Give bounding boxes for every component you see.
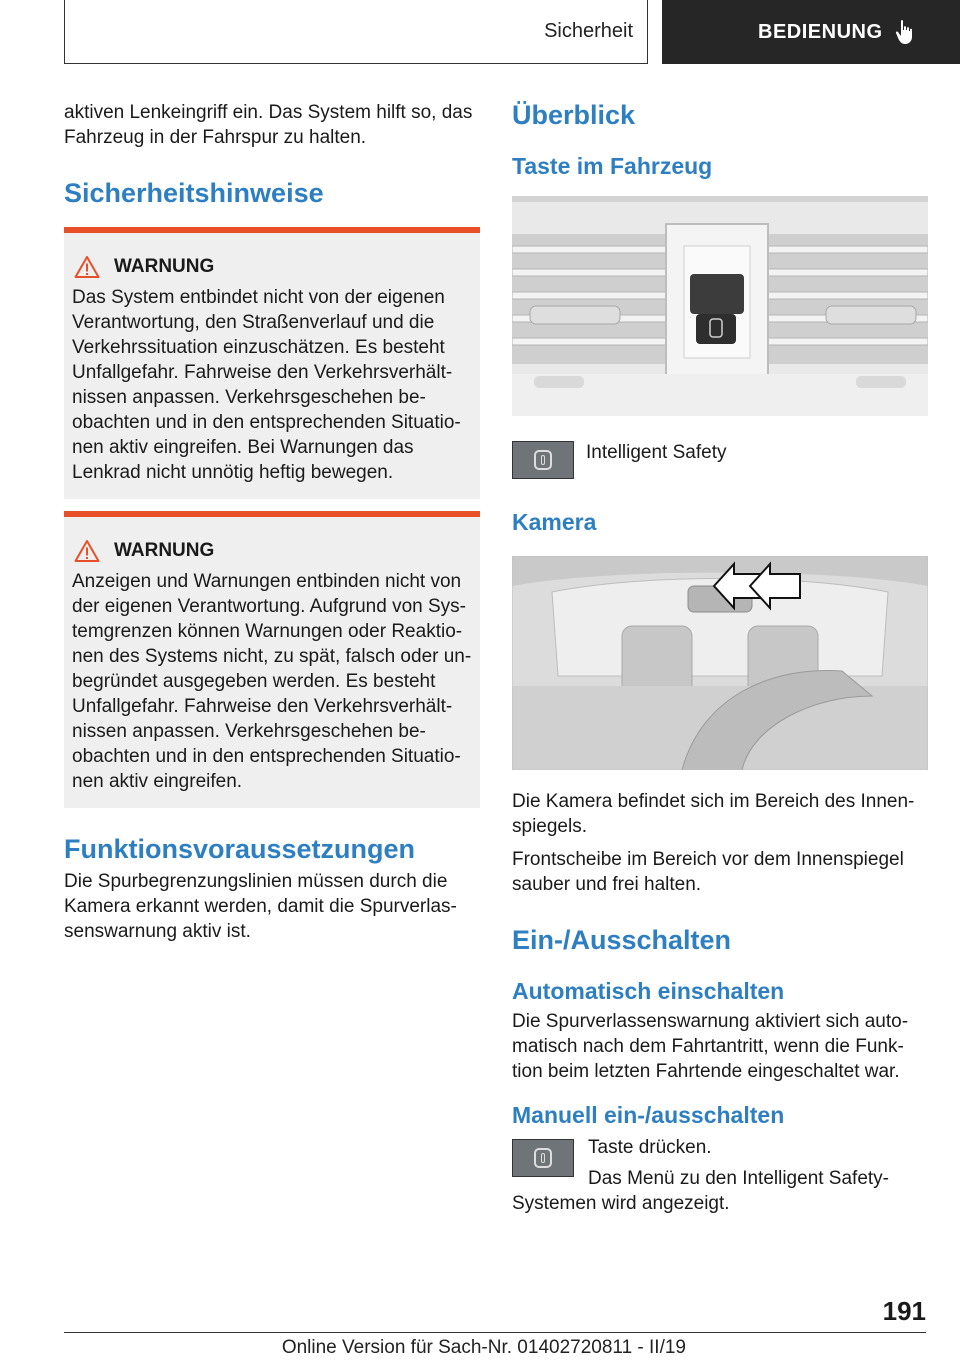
manual-block (512, 1135, 928, 1216)
header-chapter-label: BEDIENUNG (758, 20, 883, 43)
header-section-tab (64, 0, 648, 64)
page-number: 191 (882, 1296, 926, 1326)
manual-heading: Manuell ein-/ausschalten (512, 1102, 785, 1128)
header-section-label: Sicherheit (544, 20, 633, 42)
camera-text-2: Frontscheibe im Bereich vor dem Innenspiegel sauber und frei halten. (512, 849, 904, 895)
dashboard-button-image (512, 196, 928, 421)
camera-text-1: Die Kamera befindet sich im Bereich des Innenspiegels. (512, 791, 915, 837)
footer-online-version: Online Version für Sach-Nr. 01402720811 - II/19 (281, 1337, 686, 1358)
left-column (64, 100, 480, 944)
safety-heading: Sicherheitshinweise (64, 178, 324, 208)
button-legend (512, 441, 928, 479)
camera-heading: Kamera (512, 509, 597, 535)
onoff-heading: Ein-/Ausschalten (512, 925, 732, 955)
warning-triangle-icon (74, 255, 100, 279)
pointing-hand-icon (895, 19, 917, 45)
warning-box-1 (64, 227, 480, 499)
manual-text-2: Das Menü zu den Intelligent Safety-Systemen wird angezeigt. (512, 1168, 890, 1214)
footer-divider (64, 1332, 926, 1333)
intelligent-safety-button-icon (512, 1139, 574, 1177)
camera-location-image (512, 556, 928, 775)
auto-text: Die Spurverlassenswarnung aktiviert sich automatisch nach dem Fahrtantritt, wenn die Funktion beim letzten Fahrtende eingeschaltet war. (512, 1011, 909, 1082)
manual-text-1: Taste drücken. (588, 1137, 712, 1158)
warning-text: Das System entbindet nicht von der eigenen Verantwortung, den Straßenverlauf und die Verkehrssituation einzuschätzen. Es besteht Unfallgefahr. Fahrweise den Verkehrsverhältnissen anpassen. Verkehrsgeschehen beobachten und in den entsprechenden Situationen aktiv eingreifen. Bei Warnungen das Lenkrad nicht unnötig heftig bewegen. (72, 287, 461, 483)
func-text: Die Spurbegrenzungslinien müssen durch die Kamera erkannt werden, damit die Spurverlassenswarnung aktiv ist. (64, 871, 457, 942)
warning-box-2 (64, 511, 480, 808)
intelligent-safety-button-icon (512, 441, 574, 479)
func-heading: Funktionsvoraussetzungen (64, 834, 416, 864)
warning-title: WARNUNG (114, 256, 215, 277)
auto-heading: Automatisch einschalten (512, 978, 785, 1004)
right-column (512, 100, 928, 1216)
warning-title: WARNUNG (114, 540, 215, 561)
warning-triangle-icon (74, 539, 100, 563)
button-heading: Taste im Fahrzeug (512, 153, 713, 179)
intro-text: aktiven Lenkeingriff ein. Das System hilft so, das Fahrzeug in der Fahrspur zu halten. (64, 102, 473, 148)
warning-text: Anzeigen und Warnungen entbinden nicht von der eigenen Verantwortung. Aufgrund von Systemgrenzen können Warnungen oder Reaktionen des Systems nicht, zu spät, falsch oder unbegründet ausgegeben werden. Es besteht Unfallgefahr. Fahrweise den Verkehrsverhältnissen anpassen. Verkehrsgeschehen beobachten und in den entsprechenden Situationen aktiv eingreifen. (72, 571, 472, 792)
header-chapter-tab (662, 0, 960, 64)
overview-heading: Überblick (512, 100, 636, 130)
button-label: Intelligent Safety (586, 442, 727, 463)
